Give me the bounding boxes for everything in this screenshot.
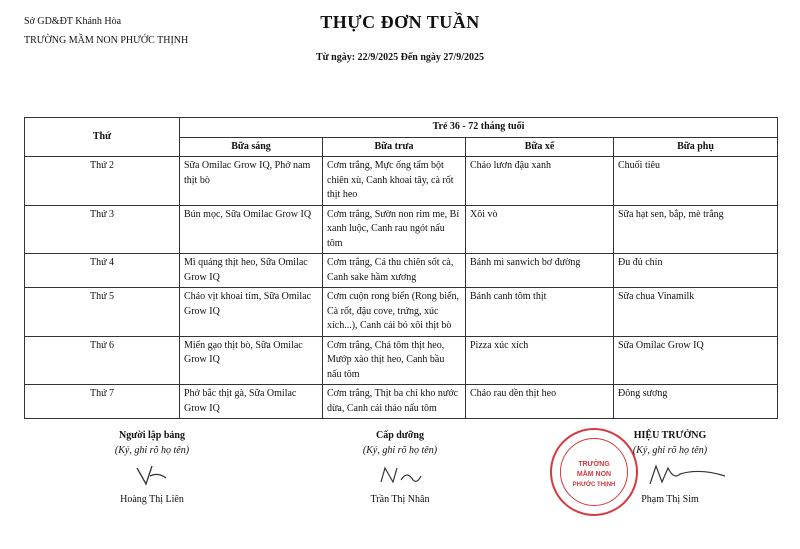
preparer-name: Hoàng Thị Liên [120, 494, 184, 505]
snack-cell: Chuối tiêu [614, 157, 778, 206]
weekly-menu-table [24, 117, 778, 419]
snack-cell: Sữa Omilac Grow IQ [614, 336, 778, 385]
principal-hint: (Ký, ghi rõ họ tên) [632, 445, 708, 456]
preparer-role: Người lập bảng [118, 430, 185, 441]
afternoon-cell: Bánh mì sanwich bơ đường [466, 254, 614, 288]
page-title: THỰC ĐƠN TUẦN [320, 12, 480, 32]
afternoon-cell: Cháo rau dền thịt heo [466, 385, 614, 419]
day-cell: Thứ 2 [25, 157, 180, 206]
snack-cell: Sữa chua Vinamilk [614, 288, 778, 337]
cook-name: Trần Thị Nhân [370, 494, 430, 505]
col-header-afternoon: Bữa xế [466, 137, 614, 157]
snack-cell: Đu đủ chín [614, 254, 778, 288]
cook-role: Cấp dưỡng [376, 430, 424, 441]
breakfast-cell: Bún mọc, Sữa Omilac Grow IQ [180, 205, 323, 254]
breakfast-cell: Phở bắc thịt gà, Sữa Omilac Grow IQ [180, 385, 323, 419]
age-group-header: Trẻ 36 - 72 tháng tuổi [180, 118, 778, 138]
breakfast-cell: Sữa Omilac Grow IQ, Phở nam thịt bò [180, 157, 323, 206]
breakfast-cell: Miến gạo thịt bò, Sữa Omilac Grow IQ [180, 336, 323, 385]
lunch-cell: Cơm trắng, Chả tôm thịt heo, Mướp xào thịt heo, Canh bầu nấu tôm [323, 336, 466, 385]
preparer-signature-mark [72, 462, 232, 490]
cook-signature-mark [320, 462, 480, 490]
principal-role: HIỆU TRƯỞNG [633, 430, 707, 441]
col-header-lunch: Bữa trưa [323, 137, 466, 157]
signature-cook [320, 430, 480, 505]
day-cell: Thứ 4 [25, 254, 180, 288]
table-row [25, 288, 778, 337]
breakfast-cell: Cháo vịt khoai tím, Sữa Omilac Grow IQ [180, 288, 323, 337]
table-row [25, 254, 778, 288]
col-header-snack: Bữa phụ [614, 137, 778, 157]
table-row [25, 336, 778, 385]
svg-text:PHƯỚC THỊNH: PHƯỚC THỊNH [572, 482, 616, 488]
day-cell: Thứ 3 [25, 205, 180, 254]
breakfast-cell: Mì quảng thịt heo, Sữa Omilac Grow IQ [180, 254, 323, 288]
signature-principal [590, 430, 750, 505]
date-range: Từ ngày: 22/9/2025 Đến ngày 27/9/2025 [316, 52, 484, 63]
lunch-cell: Cơm trắng, Thịt ba chỉ kho nước dừa, Canh cải thảo nấu tôm [323, 385, 466, 419]
table-row [25, 385, 778, 419]
svg-text:MẦM NON: MẦM NON [576, 471, 612, 478]
day-cell: Thứ 5 [25, 288, 180, 337]
afternoon-cell: Pizza xúc xích [466, 336, 614, 385]
lunch-cell: Cơm trắng, Mực ống tẩm bột chiên xù, Canh khoai tây, cà rốt thịt heo [323, 157, 466, 206]
afternoon-cell: Cháo lươn đậu xanh [466, 157, 614, 206]
snack-cell: Sữa hạt sen, bắp, mè trắng [614, 205, 778, 254]
day-cell: Thứ 6 [25, 336, 180, 385]
lunch-cell: Cơm cuộn rong biển (Rong biển, Cà rốt, đậu cove, trứng, xúc xích...), Canh cải bó xôi thịt bò [323, 288, 466, 337]
principal-signature-mark [590, 462, 750, 490]
signature-preparer [72, 430, 232, 505]
preparer-hint: (Ký, ghi rõ họ tên) [114, 445, 190, 456]
table-row [25, 157, 778, 206]
principal-name: Phạm Thị Sim [641, 494, 699, 505]
lunch-cell: Cơm trắng, Cá thu chiên sốt cà, Canh sake hầm xương [323, 254, 466, 288]
cook-hint: (Ký, ghi rõ họ tên) [362, 445, 438, 456]
lunch-cell: Cơm trắng, Sườn non rim me, Bí xanh luộc, Canh rau ngót nấu tôm [323, 205, 466, 254]
snack-cell: Đông sương [614, 385, 778, 419]
col-header-breakfast: Bữa sáng [180, 137, 323, 157]
col-header-day: Thứ [25, 118, 180, 157]
school-name: TRƯỜNG MẦM NON PHƯỚC THỊNH [24, 35, 189, 46]
table-row [25, 205, 778, 254]
day-cell: Thứ 7 [25, 385, 180, 419]
svg-text:TRƯỜNG: TRƯỜNG [578, 461, 610, 468]
afternoon-cell: Xôi vò [466, 205, 614, 254]
afternoon-cell: Bánh canh tôm thịt [466, 288, 614, 337]
department-name: Sở GD&ĐT Khánh Hòa [24, 16, 122, 27]
